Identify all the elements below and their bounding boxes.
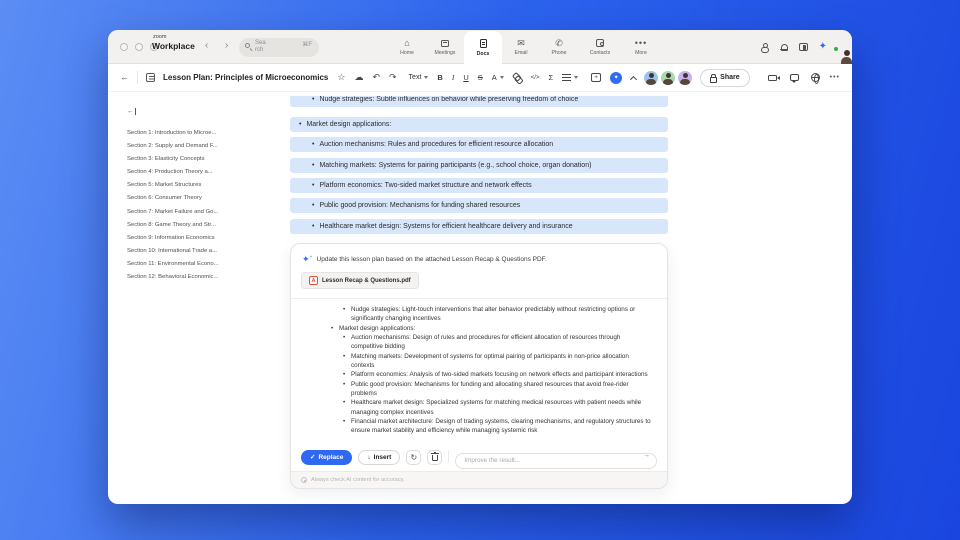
- zoom-workplace-logo: [152, 35, 195, 50]
- info-icon: [301, 477, 307, 483]
- arrow-down-icon: ↓: [367, 453, 371, 461]
- tab-docs[interactable]: Docs: [464, 31, 502, 64]
- undo-icon[interactable]: ↶: [372, 72, 380, 82]
- ai-disclaimer-text: Always check AI content for accuracy.: [311, 477, 405, 483]
- collaborator-avatar[interactable]: [678, 71, 692, 85]
- outline-item[interactable]: Section 10: International Trade a...: [127, 247, 218, 254]
- trash-icon: [432, 455, 438, 461]
- text-color-dropdown[interactable]: A: [492, 73, 504, 82]
- formula-icon[interactable]: Σ: [548, 73, 554, 82]
- add-comment-icon[interactable]: +: [591, 73, 601, 82]
- bullet-icon: •: [299, 121, 302, 128]
- check-icon: ✓: [310, 454, 316, 461]
- document-grid-icon[interactable]: [146, 73, 155, 82]
- ai-prompt-text: Update this lesson plan based on the attached Lesson Recap & Questions PDF.: [316, 256, 547, 263]
- bullet-icon: •: [312, 202, 315, 209]
- ai-result-bullet: • Healthcare market design: Specialized systems for matching medical resources with patient needs while managing complex incentives: [343, 398, 651, 417]
- profile-icon[interactable]: [761, 43, 769, 52]
- search-placeholder: Sea rch: [255, 40, 266, 53]
- doc-line-highlighted[interactable]: • Public good provision: Mechanisms for funding shared resources: [290, 198, 668, 213]
- divider: [291, 298, 667, 299]
- search-shortcut: ⌘F: [302, 42, 312, 48]
- outline-item[interactable]: Section 1: Introduction to Microe...: [127, 130, 217, 136]
- back-icon[interactable]: ←: [120, 72, 129, 82]
- regenerate-button[interactable]: [406, 450, 421, 465]
- replace-button[interactable]: ✓ Replace: [301, 450, 352, 465]
- ai-sparkle-icon: ✦ ✦: [302, 255, 310, 264]
- ai-prompt-row: [302, 255, 547, 264]
- submit-arrow-icon[interactable]: →: [643, 452, 650, 459]
- doc-line-highlighted[interactable]: • Matching markets: Systems for pairing participants (e.g., school choice, organ donation): [290, 158, 668, 173]
- document-toolbar: [108, 64, 852, 92]
- link-icon[interactable]: [513, 73, 522, 82]
- collaborator-avatar[interactable]: [644, 71, 658, 85]
- tab-more[interactable]: ••• More: [634, 38, 648, 56]
- phone-icon: ✆: [555, 38, 563, 48]
- share-button[interactable]: Share: [700, 69, 749, 87]
- outline-item[interactable]: Section 2: Supply and Demand F...: [127, 143, 218, 150]
- cloud-sync-icon: ☁: [354, 72, 364, 82]
- more-icon: •••: [634, 38, 648, 48]
- global-search-input[interactable]: [239, 38, 319, 57]
- chevron-down-icon: [500, 76, 504, 79]
- favorite-star-icon[interactable]: ☆: [337, 72, 346, 82]
- divider: [448, 451, 449, 463]
- nav-back-icon[interactable]: ‹: [205, 40, 209, 51]
- insert-button[interactable]: ↓ Insert: [358, 450, 400, 465]
- bullet-icon: •: [312, 96, 315, 103]
- attachment-name: Lesson Recap & Questions.pdf: [322, 277, 411, 284]
- calendar-icon: [441, 38, 449, 48]
- online-status-dot: [833, 46, 839, 52]
- outline-item[interactable]: Section 12: Behavioral Economic...: [127, 274, 219, 281]
- minimize-window-button[interactable]: [135, 43, 143, 51]
- close-window-button[interactable]: [120, 43, 128, 51]
- nav-forward-icon[interactable]: ›: [225, 40, 229, 51]
- collapse-toolbar-icon[interactable]: [630, 75, 637, 82]
- redo-icon[interactable]: ↷: [389, 72, 397, 82]
- outline-item[interactable]: Section 5: Market Structures: [127, 182, 202, 189]
- strikethrough-button[interactable]: S: [477, 73, 483, 82]
- doc-line-highlighted[interactable]: • Market design applications:: [290, 117, 668, 132]
- zoom-workplace-window: [108, 30, 852, 504]
- code-icon[interactable]: </>: [530, 74, 540, 81]
- tab-meetings[interactable]: Meetings: [426, 30, 464, 64]
- chevron-down-icon: [424, 76, 428, 79]
- pdf-icon: A: [309, 276, 318, 285]
- outline-item[interactable]: Section 4: Production Theory a...: [127, 169, 213, 176]
- bullet-icon: •: [312, 223, 315, 230]
- docs-icon: [480, 39, 487, 49]
- more-options-icon[interactable]: •••: [829, 74, 840, 81]
- ai-result-list: [331, 305, 651, 436]
- ai-companion-icon[interactable]: ✦: [818, 41, 827, 52]
- outline-sidebar: [120, 100, 286, 284]
- bullet-icon: •: [312, 141, 315, 148]
- home-icon: ⌂: [404, 38, 410, 48]
- doc-line-highlighted[interactable]: • Auction mechanisms: Rules and procedures for efficient resource allocation: [290, 137, 668, 152]
- email-icon: ✉: [517, 38, 525, 48]
- outline-item[interactable]: Section 9: Information Economics: [127, 234, 215, 241]
- tab-home[interactable]: ⌂ Home: [400, 38, 414, 56]
- main-nav-tabs: [388, 30, 660, 64]
- outline-item[interactable]: Section 8: Game Theory and Str...: [127, 221, 216, 228]
- ai-result-bullet: • Matching markets: Development of systems for optimal pairing of participants in non-price allocation contexts: [343, 352, 651, 371]
- ai-companion-button[interactable]: ✦: [610, 72, 622, 84]
- outline-item[interactable]: Section 11: Environmental Econo...: [127, 260, 219, 267]
- bold-button[interactable]: B: [437, 73, 443, 82]
- improve-result-input[interactable]: [455, 453, 657, 469]
- app-top-bar: [108, 30, 852, 64]
- tab-email[interactable]: ✉ Email: [514, 38, 528, 56]
- document-title: Lesson Plan: Principles of Microeconomics: [163, 73, 329, 82]
- lock-icon: [710, 74, 716, 81]
- doc-line-highlighted[interactable]: • Healthcare market design: Systems for efficient healthcare delivery and insurance: [290, 219, 668, 234]
- ai-disclaimer-bar: [291, 471, 667, 488]
- sidebar-toggle-icon[interactable]: [799, 43, 808, 51]
- collaborator-avatar[interactable]: [661, 71, 675, 85]
- globe-icon[interactable]: [811, 73, 820, 82]
- refresh-icon: ↻: [410, 452, 418, 462]
- outline-item[interactable]: Section 3: Elasticity Concepts: [127, 156, 205, 163]
- search-icon: [245, 43, 250, 48]
- outline-list: [120, 127, 286, 284]
- italic-button[interactable]: I: [451, 73, 455, 82]
- bullet-icon: •: [312, 162, 315, 169]
- ai-result-bullet: • Platform economics: Analysis of two-sided markets focusing on network effects and participant interactions: [343, 370, 651, 379]
- bullet-icon: •: [312, 182, 315, 189]
- alignment-dropdown[interactable]: [562, 74, 578, 81]
- notifications-icon[interactable]: [780, 43, 788, 52]
- video-call-icon[interactable]: [768, 75, 777, 81]
- tab-phone[interactable]: ✆ Phone: [551, 38, 567, 56]
- outline-item[interactable]: Section 6: Consumer Theory: [127, 195, 202, 202]
- ai-result-bullet: • Public good provision: Mechanisms for funding and allocating shared resources that avoid free-rider problems: [343, 380, 651, 399]
- ai-result-bullet: • Nudge strategies: Light-touch interventions that alter behavior predictably without restricting options or significantly changing incentives: [343, 305, 651, 324]
- document-body[interactable]: [290, 96, 668, 258]
- improve-input-wrapper: [455, 449, 657, 465]
- doc-line-highlighted[interactable]: • Platform economics: Two-sided market structure and network effects: [290, 178, 668, 193]
- ai-result-bullet: • Financial market architecture: Design of trading systems, clearing mechanisms, and regulatory structures to ensure market stability and efficiency while managing systemic risk: [343, 417, 651, 436]
- ai-companion-panel: [290, 243, 668, 489]
- divider: [137, 71, 138, 84]
- align-icon: [562, 74, 571, 81]
- logo-zoom-text: zoom: [153, 34, 167, 40]
- ai-result-bullet: • Market design applications:: [331, 324, 651, 333]
- outline-item[interactable]: Section 7: Market Failure and Go...: [127, 208, 219, 215]
- logo-workplace-text: Workplace: [152, 40, 195, 51]
- delete-result-button[interactable]: [427, 450, 442, 465]
- tab-contacts[interactable]: Contacts: [578, 30, 622, 64]
- chat-icon[interactable]: [790, 74, 799, 81]
- ai-result-bullet: • Auction mechanisms: Design of rules and procedures for efficient allocation of resources through competitive bidding: [343, 333, 651, 352]
- contacts-icon: [596, 38, 604, 48]
- collaborator-avatars: [644, 71, 692, 85]
- text-style-dropdown[interactable]: Text: [409, 74, 429, 81]
- attachment-chip[interactable]: [301, 272, 419, 289]
- doc-line-highlighted[interactable]: • Nudge strategies: Subtle influences on behavior while preserving freedom of choice: [290, 96, 668, 107]
- collapse-outline-icon[interactable]: ←: [127, 108, 134, 115]
- chevron-down-icon: [574, 76, 578, 79]
- ai-action-bar: [301, 449, 657, 465]
- underline-button[interactable]: U: [463, 73, 469, 82]
- topbar-right-icons: [761, 30, 838, 64]
